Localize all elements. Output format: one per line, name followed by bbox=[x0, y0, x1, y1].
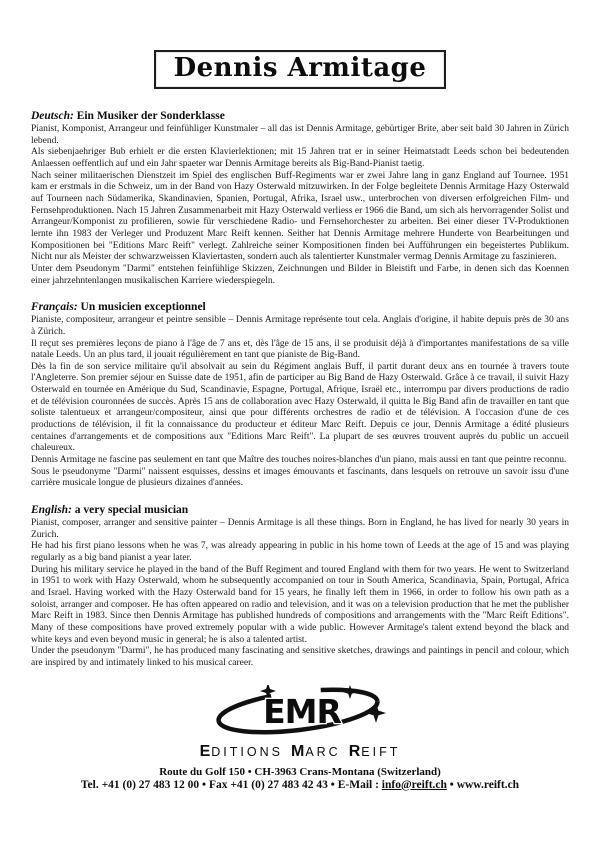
email-link[interactable]: info@reift.ch bbox=[381, 778, 447, 791]
publisher-rest: DITIONS bbox=[211, 744, 283, 759]
paragraph: During his military service he played in the band of the Buff Regiment and toured England with them for two years. He went to Switzerland in 1951 to work with Hazy Osterwald, whom he subsequently accompanied on tour in South America, Scandinavia, Spain, Portugal, Africa and Israel. Having worked with the Hazy Osterwald band for 15 years, he finally left them in 1966, in order to follow his own path as a soloist, arranger and composer. He has often appeared on radio and television, and it was on a television production that he met the publisher Marc Reift in 1983. Since then Dennis Armitage has published hundreds of compositions and arrangements with the "Marc Reift Editions". Many of these compositions have proved extremely popular with a wide public. However Armitage's talent extend beyond the black and white keys and even beyond music in general; he is also a talented artist. bbox=[31, 564, 569, 645]
lang-label-french: Français: bbox=[31, 301, 78, 314]
publisher-footer bbox=[31, 685, 569, 791]
section-heading-french bbox=[31, 301, 569, 314]
section-heading-german bbox=[31, 110, 569, 123]
address-line: Route du Golf 150 • CH-3963 Crans-Montana (Switzerland) bbox=[159, 765, 441, 778]
publisher-initial: E bbox=[199, 742, 212, 760]
contact-separator: • bbox=[446, 778, 457, 791]
paragraph: Il reçut ses premières leçons de piano à l'âge de 7 ans et, dès l'âge de 15 ans, il se produisit déjà à d'importantes manifestations de sa ville natale Leeds. Un an plus tard, il jouait régulièrement en tant que pianiste de Big-Band. bbox=[31, 338, 569, 361]
logo-text: EMR bbox=[263, 691, 341, 731]
lang-label-english: English: bbox=[31, 504, 72, 517]
paragraph: Under the pseudonym "Darmi", he has produced many fascinating and sensitive sketches, drawings and paintings in pencil and colour, which are inspired by and intimately linked to his musical career. bbox=[31, 646, 569, 668]
paragraph: Nach seiner militaerischen Dienstzeit im Spiel des englischen Buff-Regiments war er zwei Jahre lang in ganz England auf Tournee. 1951 kam er erstmals in die Schweiz, um in der Band von Hazy Osterwald mitzuwirken. In der Folge begleitete Dennis Armitage Hazy Osterwald auf Tourneen nach Südamerika, Skandinavien, Spanien, Portugal, Afrika, Israel usw., unterbrochen von diversen erfolgreichen Film- und Fernsehproduktionen. Nach 15 Jahren Zusammenarbeit mit Hazy Osterwald verliess er 1966 die Band, um sich als hervorragender Solist und Arrangeur/Komponist zu profilieren, sowie für verschiedene Radio- und Fernsehorchester zu arbeiten. Bei einer dieser TV-Produktionen lernte ihn 1983 der Verleger und Produzent Marc Reift kennen. Seither hat Dennis Armitage mehrere Hunderte von Bearbeitungen und Kompositionen bei "Editions Marc Reift" verlegt. Zahlreiche seiner Kompositionen finden bei Aufführungen ein begeistertes Publikum. Nicht nur als Meister der schwarzweissen Klaviertasten, sondern auch als talentierter Kunstmaler vermag Dennis Armitage zu faszinieren. bbox=[31, 170, 569, 263]
title-area bbox=[31, 0, 569, 89]
heading-text-french: Un musicien exceptionnel bbox=[80, 301, 206, 314]
paragraph: Unter dem Pseudonym "Darmi" entstehen feinfühlige Skizzen, Zeichnungen und Bilder in Bleistift und Farbe, in denen sich das Koennen einer jahrzehntenlangen musikalischen Karriere wiederspiegeln. bbox=[31, 263, 569, 286]
publisher-rest: ARC bbox=[305, 744, 341, 759]
publisher-word bbox=[199, 742, 283, 760]
lang-label-german: Deutsch: bbox=[31, 110, 74, 122]
publisher-word bbox=[290, 742, 341, 760]
section-english bbox=[31, 504, 569, 670]
publisher-word bbox=[348, 742, 401, 760]
paragraph: Pianist, composer, arranger and sensitive painter – Dennis Armitage is all these things. Born in England, he has lived for nearly 30 years in Zurich. bbox=[31, 518, 569, 540]
section-french bbox=[31, 301, 569, 490]
star-icon bbox=[366, 703, 386, 723]
section-german bbox=[31, 110, 569, 287]
heading-text-german: Ein Musiker der Sonderklasse bbox=[76, 110, 225, 122]
paragraph: He had his first piano lessons when he was 7, was already appearing in public in his home town of Leeds at the age of 15 and was playing regularly as a big band pianist a year later. bbox=[31, 541, 569, 563]
website-text: www.reift.ch bbox=[456, 778, 520, 791]
heading-text-english: a very special musician bbox=[74, 504, 189, 517]
title-box bbox=[154, 50, 447, 89]
publisher-rest: EIFT bbox=[361, 744, 401, 759]
emr-logo bbox=[210, 685, 390, 737]
paragraph: Pianist, Komponist, Arrangeur und feinfühliger Kunstmaler – all das ist Dennis Armitage, gebürtiger Brite, aber seit bald 30 Jahren in Zürich lebend. bbox=[31, 124, 569, 146]
paragraph: Als siebenjaehriger Bub erhielt er die ersten Klavierlektionen; mit 15 Jahren trat er in seiner Heimatstadt Leeds schon bei bedeutenden Anlaessen oeffentlich auf und ein Jahr spaeter war Dennis Armitage bereits als Big-Band-Pianist taetig. bbox=[31, 147, 569, 169]
section-heading-english bbox=[31, 504, 569, 517]
paragraph: Pianiste, compositeur, arrangeur et peintre sensible – Dennis Armitage représente tout cela. Anglais d'origine, il habite depuis près de 30 ans à Zürich. bbox=[31, 315, 569, 337]
publisher-initial: M bbox=[290, 742, 306, 760]
publisher-name bbox=[31, 743, 569, 761]
contact-prefix: Tel. +41 (0) 27 483 12 00 • Fax +41 (0) 27 483 42 43 • E-Mail : bbox=[80, 778, 382, 791]
star-icon bbox=[343, 685, 357, 699]
contact-line bbox=[31, 779, 569, 791]
publisher-initial: R bbox=[348, 742, 362, 760]
paragraph: Sous le pseudonyme "Darmi" naissent esquisses, dessins et images émouvants et fascinants, dans lesquels on retrouve un savoir issu d'une carrière musicale longue de plusieurs dizaines d'années. bbox=[31, 466, 569, 489]
paragraph: Dès la fin de son service militaire qu'il absolvait au sein du Régiment anglais Buff, il partit durant deux ans en tournée à travers toute l'Angleterre. Son premier séjour en Suisse date de 1951, afin de participer au Big Band de Hazy Osterwald. Grâce à ce travail, il suivit Hazy Osterwald en tournée en Amérique du Sud, Scandinavie, Espagne, Portugal, Afrique, Israël etc., interrompu par divers productions de radio et de télévision couronnées de succès. Après 15 ans de collaboration avec Hazy Osterwald, il quitta le Big Band afin de travailler en tant que soliste talentueux et arrangeur/compositeur, ainsi que pour différents orchestres de radio et de télévision. A l'occasion d'une de ces productions de télévision, il fit la connaissance du producteur et éditeur Marc Reift. Depuis ce jour, Dennis Armitage a édité plusieurs centaines d'arrangements et de compositions aux "Editions Marc Reift". La plupart de ses œuvres trouvent auprès du public un accueil chaleureux. bbox=[31, 361, 569, 454]
page-title: Dennis Armitage bbox=[173, 53, 427, 83]
paragraph: Dennis Armitage ne fascine pas seulement en tant que Maître des touches noires-blanches d'un piano, mais aussi en tant que peintre reconnu. bbox=[31, 455, 567, 466]
